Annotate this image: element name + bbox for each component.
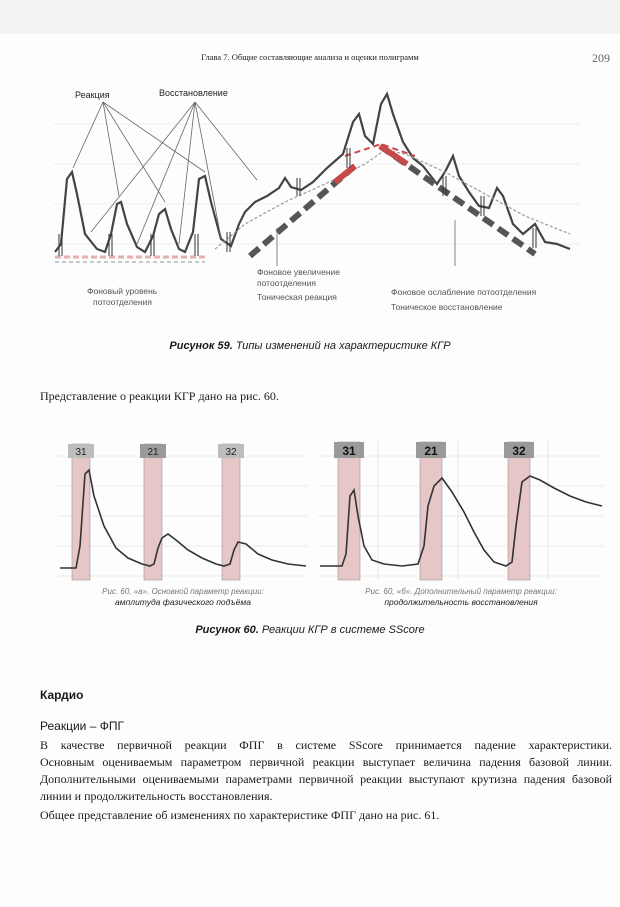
tonic-rise-top — [335, 166, 355, 182]
figure-60a-caption-2: амплитуда фазического подъёма — [115, 597, 251, 607]
marker-32: 32 — [225, 447, 237, 458]
marker-21b: 21 — [424, 444, 438, 458]
label-recovery: Восстановление — [159, 88, 228, 98]
paragraph-1-line-1: В качестве первичной реакции ФПГ в системе SScore принимается падение характеристики. — [40, 738, 612, 752]
label-tonic-reaction: Тоническая реакция — [257, 292, 337, 302]
marker-21b-band — [420, 442, 442, 580]
section-heading: Кардио — [40, 688, 84, 702]
paragraph-2: Общее представление об изменениях по характеристике ФПГ дано на рис. 61. — [40, 808, 440, 822]
figure-60-caption-number: Рисунок 60. — [195, 624, 259, 636]
label-tonic-recovery: Тоническое восстановление — [391, 302, 503, 312]
label-increase-2: потоотделения — [257, 278, 316, 288]
figure-60b-caption-2: продолжительность восстановления — [384, 597, 538, 607]
running-header: Глава 7. Общие составляющие анализа и оценки полиграмм — [201, 52, 419, 62]
figure-60b-caption-1: Рис. 60, «б». Дополнительный параметр реакции: — [365, 587, 557, 596]
gsr-trend — [215, 150, 570, 249]
gsr-curve-60b — [320, 476, 602, 566]
figure-59-caption — [0, 340, 620, 352]
label-weaken: Фоновое ослабление потоотделения — [391, 287, 537, 297]
figure-59-grid — [53, 124, 580, 244]
label-baseline-1: Фоновый уровень — [87, 286, 158, 296]
paragraph-1-line-4: линии и продолжительность восстановления. — [40, 789, 273, 803]
marker-21-band — [144, 444, 162, 580]
figure-59-caption-text: Типы изменений на характеристике КГР — [232, 340, 451, 352]
paragraph-1-line-3: Дополнительными оцениваемыми параметрами первичной реакции выступают крутизна падения базовой — [40, 772, 612, 786]
marker-21: 21 — [147, 447, 159, 458]
paragraph-1 — [40, 737, 612, 805]
intro-paragraph: Представление о реакции КГР дано на рис. 60. — [40, 389, 279, 403]
marker-31b: 31 — [342, 444, 356, 458]
figure-60b-grid — [318, 440, 604, 580]
gsr-curve — [55, 94, 570, 252]
scan-margin — [0, 0, 620, 34]
marker-31-band — [72, 444, 90, 580]
marker-32b: 32 — [512, 444, 526, 458]
label-increase-1: Фоновое увеличение — [257, 267, 340, 277]
label-baseline-2: потоотделения — [93, 297, 152, 307]
page-number: 209 — [592, 51, 610, 65]
figure-60-caption-text: Реакции КГР в системе SScore — [258, 624, 425, 636]
figure-60a — [58, 436, 308, 614]
figure-60b — [318, 436, 604, 614]
figure-60a-grid — [58, 456, 308, 576]
figure-60a-caption-1: Рис. 60, «а». Основной параметр реакции: — [102, 587, 264, 596]
figure-60-caption — [0, 624, 620, 636]
label-reaction: Реакция — [75, 90, 110, 100]
marker-32b-band — [508, 442, 530, 580]
paragraph-1-line-2: Основным оцениваемым параметром первичной реакции выступает величина падения базовой линии. — [40, 755, 612, 769]
marker-31: 31 — [75, 447, 87, 458]
figure-59-caption-number: Рисунок 59. — [169, 340, 233, 352]
gsr-curve-60a — [60, 470, 306, 568]
figure-59 — [45, 84, 585, 324]
section-subheading: Реакции – ФПГ — [40, 719, 124, 733]
